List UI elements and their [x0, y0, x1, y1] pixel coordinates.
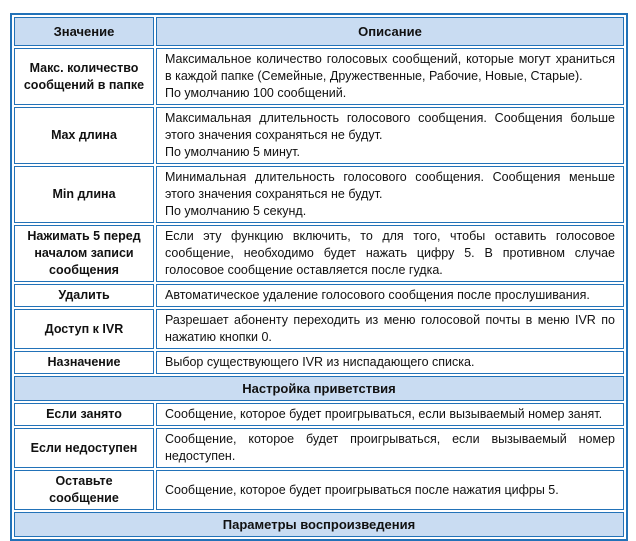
section-title: Настройка приветствия: [14, 376, 624, 401]
description-paragraph: Сообщение, которое будет проигрываться после нажатия цифры 5.: [165, 482, 559, 497]
table-row: [14, 166, 624, 223]
setting-description: [156, 351, 624, 374]
setting-description: [156, 470, 624, 510]
table-body: [14, 48, 624, 537]
header-row: [14, 17, 624, 46]
table-row: [14, 48, 624, 105]
table-row: [14, 284, 624, 307]
setting-description: [156, 309, 624, 349]
setting-name: Нажимать 5 перед началом записи сообщения: [14, 225, 154, 282]
section-row: [14, 512, 624, 537]
settings-table-container: [10, 13, 628, 541]
description-paragraph: Автоматическое удаление голосового сообщения после прослушивания.: [165, 288, 590, 302]
setting-description: [156, 48, 624, 105]
setting-description: [156, 403, 624, 426]
setting-name: Min длина: [14, 166, 154, 223]
description-paragraph: Максимальное количество голосовых сообщений, которые могут храниться в каждой папке (Семейные, Дружественные, Рабочие, Новые, Старые).: [165, 52, 615, 83]
table-row: [14, 107, 624, 164]
setting-name: Назначение: [14, 351, 154, 374]
column-header-description: Описание: [156, 17, 624, 46]
section-row: [14, 376, 624, 401]
table-row: [14, 403, 624, 426]
table-row: [14, 470, 624, 510]
setting-description: [156, 225, 624, 282]
description-paragraph: Минимальная длительность голосового сообщения. Сообщения меньше этого значения сохраняться не будут.: [165, 170, 615, 201]
table-row: [14, 428, 624, 468]
setting-name: Доступ к IVR: [14, 309, 154, 349]
description-paragraph: Выбор существующего IVR из ниспадающего списка.: [165, 355, 475, 369]
description-paragraph: По умолчанию 5 минут.: [165, 145, 300, 159]
setting-description: [156, 428, 624, 468]
table-row: [14, 225, 624, 282]
table-row: [14, 309, 624, 349]
setting-description: [156, 166, 624, 223]
setting-description: [156, 107, 624, 164]
table-row: [14, 351, 624, 374]
setting-name: Оставьте сообщение: [14, 470, 154, 510]
description-paragraph: Сообщение, которое будет проигрываться, если вызываемый номер недоступен.: [165, 432, 615, 463]
setting-name: Max длина: [14, 107, 154, 164]
setting-name: Если недоступен: [14, 428, 154, 468]
setting-name: Удалить: [14, 284, 154, 307]
description-paragraph: Сообщение, которое будет проигрываться, если вызываемый номер занят.: [165, 407, 603, 421]
settings-table: [12, 15, 626, 539]
description-paragraph: Если эту функцию включить, то для того, чтобы оставить голосовое сообщение, необходимо будет нажать цифру 5. В противном случае голосовое сообщение оставляется после гудка.: [165, 229, 615, 277]
column-header-value: Значение: [14, 17, 154, 46]
section-title: Параметры воспроизведения: [14, 512, 624, 537]
setting-name: Если занято: [14, 403, 154, 426]
setting-name: Макс. количество сообщений в папке: [14, 48, 154, 105]
table-header: [14, 17, 624, 46]
setting-description: [156, 284, 624, 307]
description-paragraph: По умолчанию 100 сообщений.: [165, 86, 347, 100]
description-paragraph: Разрешает абоненту переходить из меню голосовой почты в меню IVR по нажатию кнопки 0.: [165, 313, 615, 344]
description-paragraph: Максимальная длительность голосового сообщения. Сообщения больше этого значения сохраняться не будут.: [165, 111, 615, 142]
description-paragraph: По умолчанию 5 секунд.: [165, 204, 307, 218]
